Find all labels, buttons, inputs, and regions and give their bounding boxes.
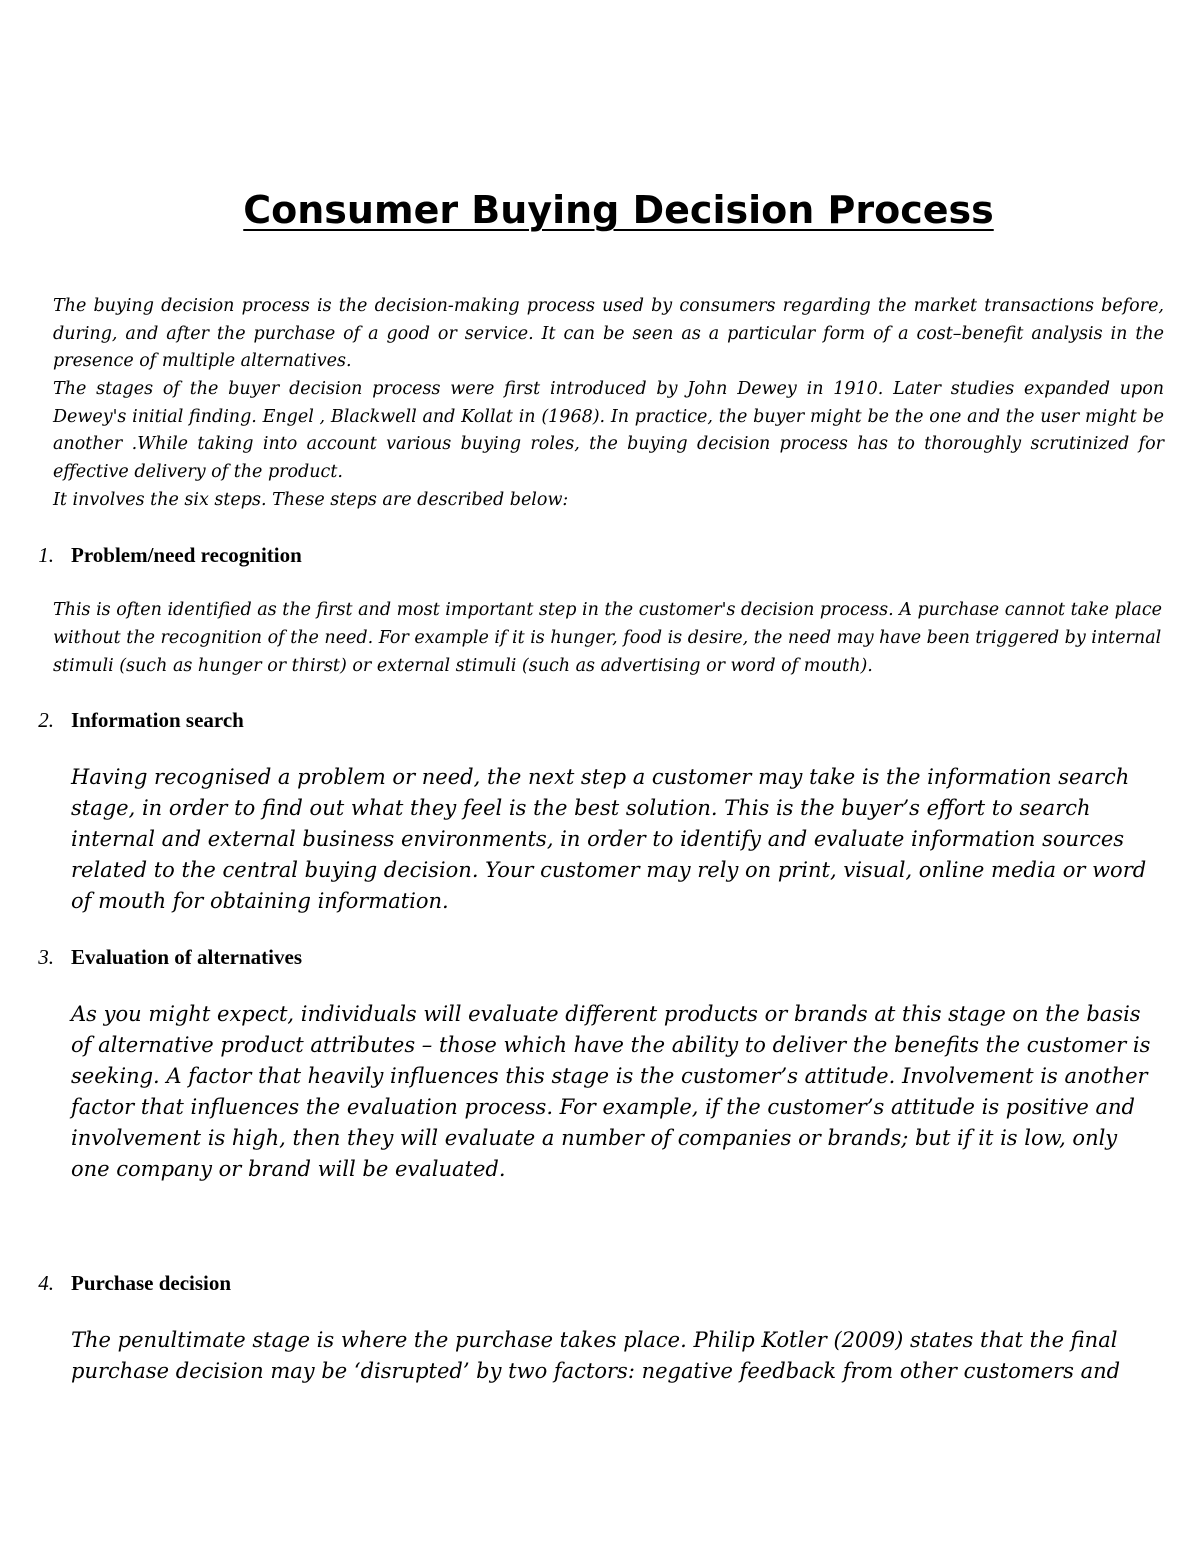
- step-heading-1: [16, 541, 302, 569]
- step-title: Problem/need recognition: [71, 543, 302, 567]
- step-body-1: This is often identified as the first and most important step in the customer's decision process. A purchase cannot take place without the recognition of the need. For example if it is hunger, food is desire, the need may have been triggered by internal stimuli (such as hunger or thirst) or external stimuli (such as advertising or word of mouth).: [53, 600, 1162, 676]
- step-number: 2.: [38, 708, 54, 732]
- intro-paragraph: It involves the six steps. These steps are described below:: [53, 490, 569, 510]
- intro-paragraph: The stages of the buyer decision process were first introduced by John Dewey in 1910. Later studies expanded upon Dewey's initial finding. Engel , Blackwell and Kollat in (1968). In practice, the buyer might be the one and the user might be another .While taking into account various buying roles, the buying decision process has to thoroughly scrutinized for effective delivery of the product.: [53, 379, 1164, 482]
- step-title: Purchase decision: [71, 1271, 232, 1295]
- step-body-3: As you might expect, individuals will evaluate different products or brands at this stage on the basis of alternative product attributes – those which have the ability to deliver the benefits the customer is seeking. A factor that heavily influences this stage is the customer’s attitude. Involvement is another factor that influences the evaluation process. For example, if the customer’s attitude is positive and involvement is high, then they will evaluate a number of companies or brands; but if it is low, only one company or brand will be evaluated.: [71, 1002, 1151, 1181]
- step-heading-3: [16, 943, 302, 971]
- step-title: Information search: [71, 708, 244, 732]
- intro-paragraph: The buying decision process is the decision-making process used by consumers regarding the market transactions before, during, and after the purchase of a good or service. It can be seen as a particular form of a cost–benefit analysis in the presence of multiple alternatives.: [53, 296, 1164, 371]
- page-title: Consumer Buying Decision Process: [243, 188, 994, 232]
- step-number: 4.: [38, 1271, 54, 1295]
- step-number: 1.: [38, 543, 54, 567]
- step-body-4: The penultimate stage is where the purchase takes place. Philip Kotler (2009) states that the final purchase decision may be ‘disrupted’ by two factors: negative feedback from other customers and: [71, 1328, 1121, 1383]
- step-heading-4: [16, 1269, 231, 1297]
- step-body-2: Having recognised a problem or need, the next step a customer may take is the information search stage, in order to find out what they feel is the best solution. This is the buyer’s effort to search internal and external business environments, in order to identify and evaluate information sources related to the central buying decision. Your customer may rely on print, visual, online media or word of mouth for obtaining information.: [71, 765, 1147, 913]
- step-title: Evaluation of alternatives: [71, 945, 302, 969]
- step-heading-2: [16, 706, 244, 734]
- step-number: 3.: [38, 945, 54, 969]
